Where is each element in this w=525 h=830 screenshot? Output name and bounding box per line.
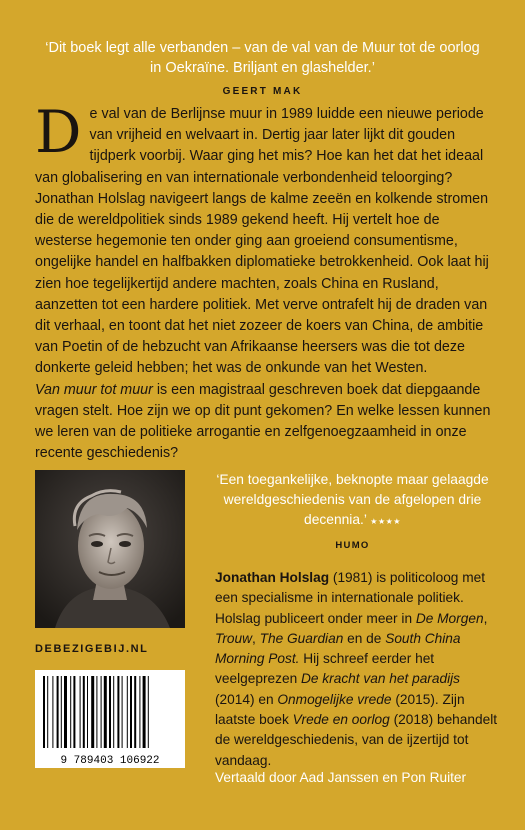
- blurb-paragraph-3-text: is een magistraal geschreven boek dat diepgaande vragen stelt. Hoe zijn we op dit punt gekomen? En welke lessen kunnen we leren van de politieke arrogantie en zelfgenoegzaamheid in onze recente geschiedenis?: [35, 381, 491, 462]
- barcode-image: [35, 670, 185, 768]
- blurb-paragraph-3: [35, 380, 495, 465]
- bio-text: (2014) en: [215, 691, 278, 707]
- author-portrait-image: [35, 470, 185, 628]
- author-name: Jonathan Holslag: [215, 570, 330, 585]
- cover-quote: ‘Dit boek legt alle verbanden – van de val van de Muur tot de oorlog in Oekraïne. Briljant en glashelder.’: [45, 40, 480, 76]
- book-title: Van muur tot muur: [35, 381, 153, 398]
- review-quote-text: ‘Een toegankelijke, beknopte maar gelaagde wereldgeschiedenis van de afgelopen drie decennia.’: [216, 472, 489, 527]
- author-bio: [215, 568, 500, 771]
- bio-text: (1981) is politicoloog met een specialisme in internationale politiek. Holslag publiceert onder meer in: [215, 570, 486, 626]
- quote-attribution: GEERT MAK: [222, 86, 303, 97]
- blurb-paragraph-2: Jonathan Holslag navigeert langs de kalme zeeën en kolkende stromen die de wereldpolitiek sinds 1989 gekend heeft. Hij vertelt hoe de westerse hegemonie ten onder ging aan groeiend consumentisme, ongelijke handel en halfbakken diplomatieke betrokkenheid. Ook laat hij zien hoe tegelijkertijd andere machten, zoals China en Rusland, aanzetten tot een hardere politiek. Met verve ontrafelt hij de draden van dit verhaal, en toont dat het niet zozeer de koers van China, de ambitie van Poetin of de hebzucht van Afrikaanse heersers was die tot deze donkerte geleid hebben; het was de onkunde van het Westen.: [35, 190, 489, 377]
- book-title: Onmogelijke vrede: [277, 691, 392, 707]
- publication-name: Trouw: [215, 630, 253, 646]
- book-title: De kracht van het paradijs: [301, 671, 461, 687]
- publisher-website: DEBEZIGEBIJ.NL: [35, 643, 149, 655]
- translator-credits: Vertaald door Aad Janssen en Pon Ruiter: [215, 770, 467, 785]
- rating-stars: ★★★★: [370, 517, 401, 526]
- bio-text: en de: [343, 630, 386, 646]
- drop-cap: D: [35, 98, 82, 166]
- book-title: Vrede en oorlog: [292, 712, 390, 728]
- bio-text: ,: [483, 610, 488, 626]
- bio-text: (2018) behandelt de wereldgeschiedenis, van de ijzertijd tot vandaag.: [215, 712, 498, 768]
- author-photo: [35, 470, 185, 628]
- publication-name: The Guardian: [259, 630, 344, 646]
- barcode: [35, 670, 185, 768]
- bio-text: Hij schreef eerder het veelgeprezen: [215, 651, 435, 687]
- blurb-paragraph-1: e val van de Berlijnse muur in 1989 luidde een nieuwe periode van vrijheid en welvaart in. Dertig jaar later lijkt dit gouden tijdperk voorbij. Waar ging het mis? Hoe kan het dat het ideaal van globalisering en van internationale verbondenheid teloorging?: [35, 106, 484, 186]
- isbn-number: 9 789403 106922: [60, 755, 160, 767]
- bio-text: ,: [252, 630, 260, 646]
- review-quote: [215, 470, 490, 532]
- bio-text: (2015). Zijn laatste boek: [215, 691, 465, 728]
- publication-name: De Morgen: [415, 610, 484, 626]
- review-attribution: HUMO: [335, 540, 370, 551]
- blurb: [35, 98, 495, 464]
- publication-name: South China Morning Post.: [215, 630, 461, 667]
